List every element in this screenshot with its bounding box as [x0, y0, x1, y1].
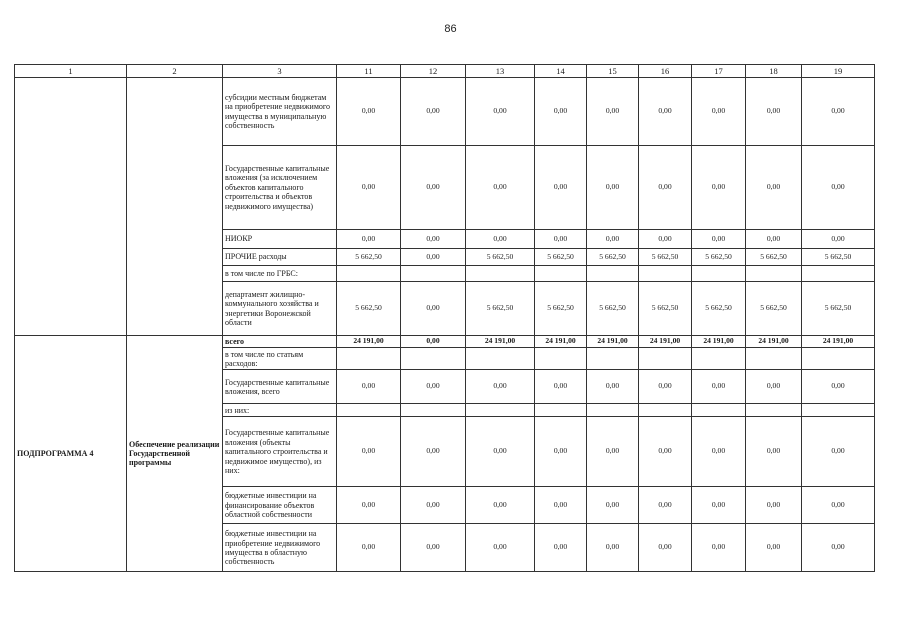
amount-cell — [587, 404, 639, 417]
amount-cell: 0,00 — [466, 487, 535, 524]
amount-cell: 0,00 — [535, 230, 587, 249]
amount-cell: 0,00 — [535, 146, 587, 230]
amount-cell: 0,00 — [587, 370, 639, 404]
amount-cell: 0,00 — [587, 230, 639, 249]
amount-cell: 0,00 — [746, 230, 802, 249]
amount-cell: 0,00 — [535, 78, 587, 146]
amount-cell — [639, 404, 692, 417]
amount-cell: 5 662,50 — [639, 282, 692, 336]
amount-cell: 0,00 — [401, 146, 466, 230]
amount-cell: 0,00 — [587, 524, 639, 572]
amount-cell: 5 662,50 — [466, 282, 535, 336]
amount-cell — [466, 404, 535, 417]
amount-cell — [802, 348, 875, 370]
subprogram-name-cell: ПОДПРОГРАММА 4 — [15, 336, 127, 572]
table-row — [15, 78, 875, 146]
amount-cell: 0,00 — [692, 230, 746, 249]
amount-cell: 0,00 — [401, 249, 466, 266]
amount-cell: 24 191,00 — [802, 336, 875, 348]
expense-description-cell: в том числе по ГРБС: — [223, 266, 337, 282]
amount-cell — [337, 404, 401, 417]
header-cell: 16 — [639, 65, 692, 78]
amount-cell: 0,00 — [587, 78, 639, 146]
header-cell: 1 — [15, 65, 127, 78]
amount-cell: 0,00 — [639, 78, 692, 146]
amount-cell — [401, 404, 466, 417]
header-cell: 11 — [337, 65, 401, 78]
amount-cell: 0,00 — [692, 417, 746, 487]
amount-cell: 0,00 — [746, 78, 802, 146]
header-cell: 2 — [127, 65, 223, 78]
amount-cell: 5 662,50 — [535, 249, 587, 266]
amount-cell: 0,00 — [401, 230, 466, 249]
amount-cell: 5 662,50 — [639, 249, 692, 266]
expense-description-cell: Государственные капитальные вложения, всего — [223, 370, 337, 404]
amount-cell: 0,00 — [466, 78, 535, 146]
amount-cell: 24 191,00 — [692, 336, 746, 348]
amount-cell: 0,00 — [535, 417, 587, 487]
amount-cell: 0,00 — [802, 487, 875, 524]
amount-cell: 24 191,00 — [587, 336, 639, 348]
amount-cell: 0,00 — [746, 146, 802, 230]
amount-cell: 0,00 — [802, 78, 875, 146]
amount-cell: 5 662,50 — [692, 282, 746, 336]
amount-cell: 0,00 — [466, 417, 535, 487]
amount-cell: 0,00 — [692, 78, 746, 146]
page-number: 86 — [444, 23, 457, 35]
amount-cell: 0,00 — [401, 370, 466, 404]
amount-cell: 0,00 — [337, 370, 401, 404]
amount-cell — [535, 404, 587, 417]
amount-cell — [587, 266, 639, 282]
amount-cell: 5 662,50 — [535, 282, 587, 336]
amount-cell: 0,00 — [337, 487, 401, 524]
amount-cell: 0,00 — [639, 146, 692, 230]
amount-cell: 0,00 — [466, 370, 535, 404]
amount-cell: 5 662,50 — [746, 282, 802, 336]
expense-description-cell: бюджетные инвестиции на приобретение недвижимого имущества в областную собственность — [223, 524, 337, 572]
amount-cell: 0,00 — [337, 230, 401, 249]
amount-cell: 0,00 — [746, 487, 802, 524]
amount-cell: 0,00 — [337, 146, 401, 230]
amount-cell: 0,00 — [401, 282, 466, 336]
amount-cell: 0,00 — [401, 336, 466, 348]
amount-cell: 5 662,50 — [587, 249, 639, 266]
amount-cell: 0,00 — [535, 370, 587, 404]
header-cell: 17 — [692, 65, 746, 78]
header-cell: 3 — [223, 65, 337, 78]
amount-cell — [466, 348, 535, 370]
header-cell: 15 — [587, 65, 639, 78]
amount-cell — [535, 348, 587, 370]
expense-description-cell: бюджетные инвестиции на финансирование объектов областной собственности — [223, 487, 337, 524]
amount-cell: 0,00 — [746, 370, 802, 404]
amount-cell: 0,00 — [802, 417, 875, 487]
header-cell: 14 — [535, 65, 587, 78]
amount-cell — [692, 348, 746, 370]
amount-cell: 0,00 — [692, 370, 746, 404]
expense-description-cell: из них: — [223, 404, 337, 417]
amount-cell: 0,00 — [692, 524, 746, 572]
amount-cell: 0,00 — [401, 487, 466, 524]
expense-description-cell: НИОКР — [223, 230, 337, 249]
expense-description-cell: Государственные капитальные вложения (объекты капитального строительства и недвижимое имущество), из них: — [223, 417, 337, 487]
amount-cell: 5 662,50 — [746, 249, 802, 266]
amount-cell — [746, 266, 802, 282]
amount-cell: 0,00 — [587, 417, 639, 487]
amount-cell: 0,00 — [401, 524, 466, 572]
header-cell: 12 — [401, 65, 466, 78]
amount-cell: 0,00 — [535, 524, 587, 572]
amount-cell: 24 191,00 — [466, 336, 535, 348]
budget-table — [14, 64, 875, 572]
header-cell: 13 — [466, 65, 535, 78]
expense-description-cell: Государственные капитальные вложения (за исключением объектов капитального строительства и объектов недвижимого имущества) — [223, 146, 337, 230]
expense-description-cell: ПРОЧИЕ расходы — [223, 249, 337, 266]
amount-cell: 24 191,00 — [746, 336, 802, 348]
amount-cell: 0,00 — [587, 487, 639, 524]
amount-cell: 5 662,50 — [337, 249, 401, 266]
amount-cell — [466, 266, 535, 282]
amount-cell: 0,00 — [639, 370, 692, 404]
amount-cell: 0,00 — [746, 417, 802, 487]
event-name-cell — [127, 78, 223, 336]
amount-cell — [746, 348, 802, 370]
amount-cell: 0,00 — [692, 487, 746, 524]
subprogram-title-cell: Обеспечение реализации Государственной программы — [127, 336, 223, 572]
amount-cell: 0,00 — [587, 146, 639, 230]
amount-cell: 5 662,50 — [802, 282, 875, 336]
amount-cell — [337, 266, 401, 282]
amount-cell — [802, 404, 875, 417]
amount-cell: 0,00 — [639, 417, 692, 487]
amount-cell — [337, 348, 401, 370]
amount-cell: 0,00 — [802, 370, 875, 404]
amount-cell: 0,00 — [692, 146, 746, 230]
expense-description-cell: всего — [223, 336, 337, 348]
amount-cell: 0,00 — [466, 230, 535, 249]
amount-cell: 0,00 — [401, 78, 466, 146]
amount-cell: 5 662,50 — [802, 249, 875, 266]
amount-cell: 0,00 — [466, 146, 535, 230]
amount-cell: 0,00 — [746, 524, 802, 572]
amount-cell — [587, 348, 639, 370]
amount-cell: 0,00 — [639, 230, 692, 249]
amount-cell — [401, 348, 466, 370]
amount-cell — [692, 404, 746, 417]
amount-cell: 0,00 — [802, 524, 875, 572]
program-name-cell — [15, 78, 127, 336]
amount-cell: 24 191,00 — [639, 336, 692, 348]
header-cell: 18 — [746, 65, 802, 78]
amount-cell: 0,00 — [802, 146, 875, 230]
amount-cell: 24 191,00 — [337, 336, 401, 348]
amount-cell: 0,00 — [337, 524, 401, 572]
expense-description-cell: департамент жилищно-коммунального хозяйства и энергетики Воронежской области — [223, 282, 337, 336]
header-cell: 19 — [802, 65, 875, 78]
amount-cell: 5 662,50 — [587, 282, 639, 336]
amount-cell: 0,00 — [535, 487, 587, 524]
amount-cell: 0,00 — [337, 417, 401, 487]
table-row — [15, 336, 875, 348]
amount-cell: 0,00 — [639, 524, 692, 572]
amount-cell: 0,00 — [466, 524, 535, 572]
expense-description-cell: в том числе по статьям расходов: — [223, 348, 337, 370]
amount-cell — [639, 348, 692, 370]
amount-cell: 24 191,00 — [535, 336, 587, 348]
header-row — [15, 65, 875, 78]
amount-cell — [746, 404, 802, 417]
amount-cell: 5 662,50 — [337, 282, 401, 336]
amount-cell — [401, 266, 466, 282]
amount-cell: 0,00 — [802, 230, 875, 249]
amount-cell: 0,00 — [401, 417, 466, 487]
amount-cell: 5 662,50 — [466, 249, 535, 266]
amount-cell: 0,00 — [639, 487, 692, 524]
amount-cell: 5 662,50 — [692, 249, 746, 266]
amount-cell — [802, 266, 875, 282]
expense-description-cell: субсидии местным бюджетам на приобретение недвижимого имущества в муниципальную собственность — [223, 78, 337, 146]
amount-cell — [692, 266, 746, 282]
amount-cell — [639, 266, 692, 282]
amount-cell — [535, 266, 587, 282]
amount-cell: 0,00 — [337, 78, 401, 146]
